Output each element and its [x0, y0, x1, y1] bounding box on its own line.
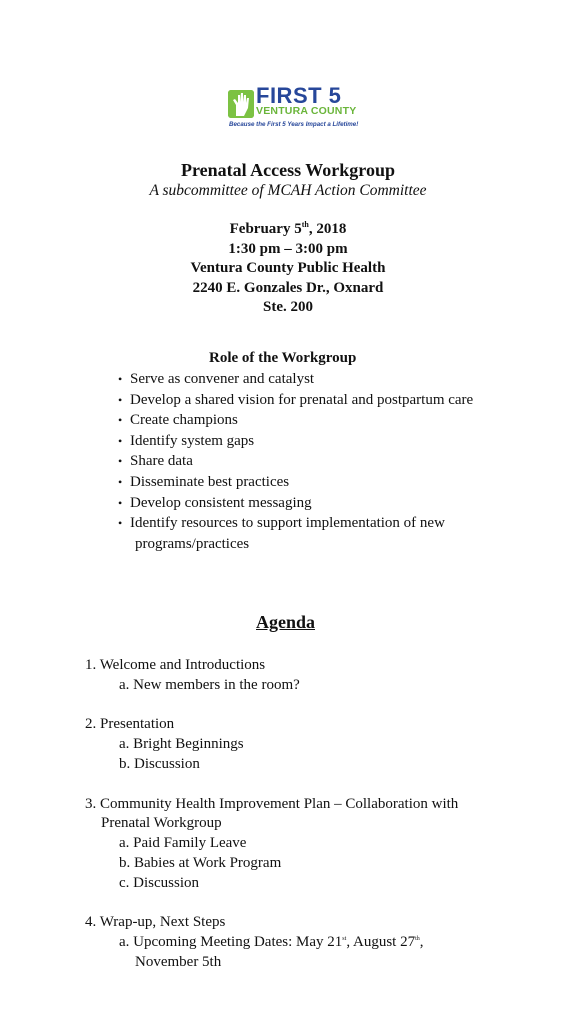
bullet-icon: • — [118, 516, 123, 531]
agenda-item — [85, 795, 555, 894]
agenda-item — [85, 913, 555, 972]
bullet-icon: • — [118, 433, 123, 448]
agenda-item-title-continued: Prenatal Workgroup — [101, 815, 222, 832]
bullet-icon: • — [118, 454, 123, 469]
ordinal-suffix: th — [415, 936, 420, 943]
logo-tagline: Because the First 5 Years Impact a Lifetime! — [229, 121, 359, 128]
agenda-subitem: c. Discussion — [119, 874, 199, 891]
meeting-date-year: , 2018 — [308, 221, 347, 237]
agenda-item-title: 1. Welcome and Introductions — [85, 657, 266, 673]
meeting-location: Ventura County Public Health — [190, 260, 386, 276]
bullet-icon: • — [118, 413, 123, 428]
role-item-text: Create champions — [130, 412, 238, 429]
ordinal-suffix: st — [342, 936, 347, 943]
agenda-heading: Agenda — [256, 612, 316, 632]
role-item — [118, 431, 558, 452]
meeting-dates-text: a. Upcoming Meeting Dates: May 21 — [119, 934, 343, 951]
role-item-text: Develop a shared vision for prenatal and postpartum care — [130, 391, 474, 408]
role-item-text: Share data — [130, 453, 193, 470]
role-item — [118, 369, 558, 390]
meeting-suite: Ste. 200 — [263, 299, 313, 315]
agenda-subitem: a. Paid Family Leave — [119, 835, 247, 852]
document-subtitle: A subcommittee of MCAH Action Committee — [149, 182, 427, 199]
agenda-subitem — [85, 933, 555, 973]
meeting-info — [0, 220, 576, 318]
agenda-item — [85, 715, 555, 774]
agenda-item-title: 2. Presentation — [85, 716, 175, 733]
meeting-dates-text: , August 27 — [346, 934, 416, 951]
role-item — [118, 493, 558, 514]
role-item-text-continued: programs/practices — [135, 535, 250, 552]
logo-county-text: VENTURA COUNTY — [256, 105, 357, 117]
role-item — [118, 410, 558, 431]
meeting-date — [0, 220, 576, 240]
agenda-list — [85, 656, 555, 993]
bullet-icon: • — [118, 392, 123, 407]
meeting-dates-text: , — [419, 934, 424, 951]
role-item — [118, 451, 558, 472]
role-list — [118, 369, 558, 554]
bullet-icon: • — [118, 474, 123, 489]
agenda-subitem: b. Discussion — [119, 755, 200, 772]
hand-icon — [228, 90, 254, 118]
agenda-subitem: b. Babies at Work Program — [119, 854, 282, 871]
bullet-icon: • — [118, 372, 123, 386]
logo-brand-text: FIRST 5 — [256, 83, 342, 108]
role-item — [118, 390, 558, 411]
meeting-date-suffix: th — [301, 220, 309, 229]
agenda-subitem: a. New members in the room? — [119, 676, 300, 693]
meeting-time: 1:30 pm – 3:00 pm — [228, 240, 348, 257]
role-item — [118, 513, 495, 554]
role-heading: Role of the Workgroup — [209, 350, 357, 366]
document-title: Prenatal Access Workgroup — [180, 160, 395, 180]
role-item-text: Identify resources to support implementation of new — [130, 515, 445, 532]
role-item — [118, 472, 558, 493]
meeting-date-main: February 5 — [229, 221, 302, 237]
agenda-item-title — [85, 795, 555, 835]
role-item-text: Serve as convener and catalyst — [130, 371, 315, 387]
role-item-text: Develop consistent messaging — [130, 494, 312, 511]
agenda-item-title-line: 3. Community Health Improvement Plan – Collaboration with — [85, 795, 459, 812]
agenda-item — [85, 656, 555, 696]
meeting-address: 2240 E. Gonzales Dr., Oxnard — [192, 279, 384, 296]
first5-logo — [228, 83, 362, 132]
meeting-dates-continued: November 5th — [135, 953, 222, 970]
agenda-subitem: a. Bright Beginnings — [119, 736, 244, 753]
role-item-text: Disseminate best practices — [130, 473, 290, 490]
bullet-icon: • — [118, 495, 123, 510]
agenda-item-title: 4. Wrap-up, Next Steps — [85, 914, 226, 931]
role-item-text: Identify system gaps — [130, 432, 255, 449]
